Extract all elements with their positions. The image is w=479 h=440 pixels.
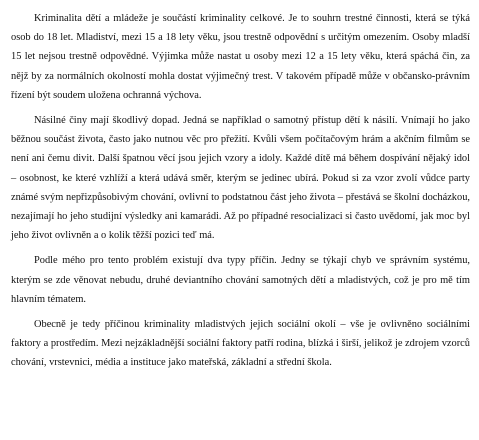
paragraph-social-environment: Obecně je tedy příčinou kriminality mladistvých jejich sociální okolí – vše je ovlivněno sociálními faktory a prostředím. Mezi nejzákladnější sociální faktory patří rodina, blízká i širší, jelikož je zdrojem vzorců chování, vrstevnici, média a instituce jako mateřská, základní a střední škola. [11,319,470,369]
paragraph-violent-acts: Násilné činy mají škodlivý dopad. Jedná se například o samotný přístup dětí k násilí. Vnímají ho jako běžnou součást života, často jako nutnou věc pro přežití. Kvůli všem počítačovým hrám a akčním filmům se není ani čemu divit. Další špatnou věcí jsou jejich vzory a idoly. Každé dítě má během dospívání nějaký idol – osobnost, ke které vzhlíží a která udává směr, kterým se jedinec ubírá. Pokud si za vzor zvolí vůdce party známé svým nepřizpůsobivým chování, ovlivní to podstatnou část jeho života – přestává se školní docházkou, nezajímají ho jeho studijní výsledky ani kamarádi. Až po případné resocializaci si často uvědomí, jak moc byl jeho život ovlivněn a o kolik těžší pozici teď má. [11,115,470,242]
document-body [11,9,470,379]
paragraph-two-causes: Podle mého pro tento problém existují dva typy příčin. Jedny se týkají chyb ve správním systému, kterým se zde věnovat nebudu, druhé deviantního chování samotných dětí a mladistvých, což je pro mě tím hlavním tématem. [11,255,470,305]
paragraph-juvenile-crime-definition: Kriminalita dětí a mládeže je součástí kriminality celkové. Je to souhrn trestné činnosti, která se týká osob do 18 let. Mladiství, mezi 15 a 18 lety věku, jsou trestně odpovědní s určitým omezením. Osoby mladší 15 let nejsou trestně odpovědné. Výjimka může nastat u osoby mezi 12 a 15 lety věku, která spáchá čin, za nějž by za normálních okolností mohla dostat výjimečný trest. V takovém případě může v občansko-právním řízení být soudem uložena ochranná výchova. [11,13,470,101]
